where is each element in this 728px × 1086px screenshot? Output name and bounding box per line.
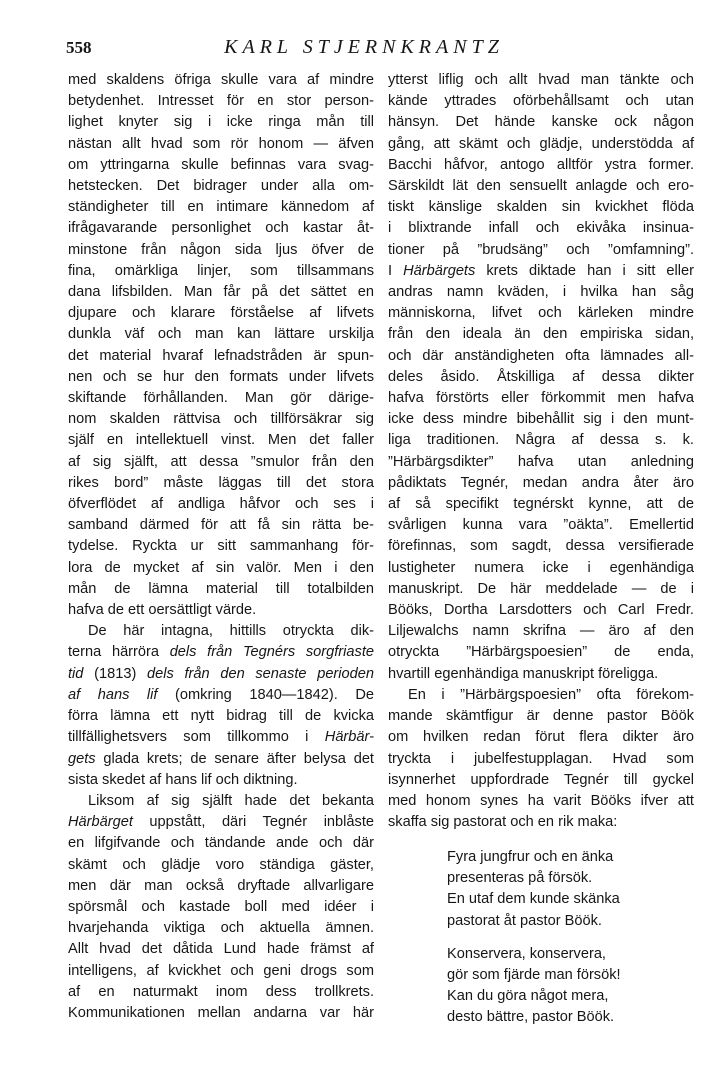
text-line: öfverflödet af andliga håfvor och ses i (68, 496, 374, 513)
text-line: mån de lämna material till totalbilden (68, 580, 374, 597)
text-line: djupare och klarare förståelse af lifvets (68, 305, 374, 322)
text-line: betydenhet. Intresset för en stor person- (68, 93, 374, 110)
text-line: men där man också dryftade allvarligare (68, 877, 374, 894)
text-line: lora de mycket af sin valör. Men i den (68, 559, 374, 576)
italic-title: Härbär- (324, 729, 374, 746)
text-line: Bacchi håfvor, antogo alltför ystra former. (388, 156, 694, 173)
text-line: spörsmål och kastade boll med idéer i (68, 898, 374, 915)
text-line: dana lifsbilden. Man får på det sättet en (68, 284, 374, 301)
text-line: ytterst liflig och allt hvad man tänkte och (388, 72, 694, 88)
paragraph-end-line: hvartill egenhändiga manuskript föreligga. (388, 665, 659, 682)
text-line: om hvilken redan förut flera dikter äro (388, 729, 694, 746)
poem-line: pastorat åt pastor Böök. (447, 912, 602, 929)
text-line: tioner på ”brudsäng” och ”omfamning”. (388, 241, 694, 258)
text-line: ständigheter till en intimare kännedom af (68, 199, 374, 216)
right-column (388, 70, 694, 833)
italic-title: tid (68, 665, 84, 682)
text-line: andras namn kväden, i hvilka han såg (388, 284, 694, 301)
text-line: kände yttrades oförbehållsamt och utan (388, 93, 694, 110)
text-line: om yttringarna skulle befinnas vara svag- (68, 156, 374, 173)
text-line-with-italic: Härbärget uppstått, däri Tegnér inblåste (68, 814, 374, 831)
text-line: lighet knyter sig i icke ringa mån till (68, 114, 374, 131)
text-line: svårligen kunna vara ”oäkta”. Emellertid (388, 517, 694, 534)
text-line: själf en intellektuell vinst. Men det faller (68, 432, 374, 449)
text-line-with-italic: I Härbärgets krets diktade han i sitt eller (388, 262, 695, 279)
text-line: samband därmed för att få sin rätta be- (68, 517, 374, 534)
left-column (68, 70, 374, 1024)
text-line: lustigheter numera icke i egenhändiga (388, 559, 694, 576)
text-line: en lifgifvande och tändande ande och där (68, 835, 374, 852)
text-line: ifrågavarande personlighet och kastar åt- (68, 220, 374, 237)
text-line: hänsyn. Det hände kanske ock någon (388, 114, 694, 131)
text-line: rikes bord” måste läggas till det stora (68, 474, 374, 491)
text-line: skiftande förhållanden. Man gör därige- (68, 390, 374, 407)
text-line: hafva förstörts eller förkommit men hafva (388, 390, 694, 407)
text-line: nästan allt hvad som rör honom — äfven (68, 135, 374, 152)
text-line: förra lämna ett nytt bidrag till de kvicka (68, 708, 374, 725)
text-line-with-italic: terna härröra dels från Tegnérs sorgfriaste (68, 644, 374, 661)
text-line: ”Härbärgsdikter” hafva utan anledning (388, 453, 694, 470)
poem-line: Kan du göra något mera, (447, 988, 609, 1005)
text-line: nen och se hur den formats under lifvets (68, 368, 374, 385)
text-line: otryckta ”Härbärgspoesien” de enda, (388, 644, 694, 661)
italic-title: dels från Tegnérs sorgfriaste (169, 644, 374, 661)
text-line: Allt hvad det dåtida Lund hade främst af (68, 941, 374, 958)
text-line: hetstecken. Det bidrager under alla om- (68, 178, 374, 195)
text-line: fina, omärkliga linjer, som tillsammans (68, 262, 374, 279)
poem-line: Fyra jungfrur och en änka (447, 849, 614, 865)
text-line: af sig själft, att dessa ”smulor från den (68, 453, 374, 470)
text-line-with-italic: tillfällighetsvers som tillkommo i Härbär- (68, 729, 374, 746)
text-line: Bööks, Dortha Larsdotters och Carl Fredr. (388, 602, 694, 619)
poem-line: presenteras på försök. (447, 870, 593, 887)
text-line: Liljewalchs namn skrifna — äro af den (388, 623, 694, 640)
text-line: med honom synes ha varit Bööks ifver att (388, 792, 694, 809)
text-line: gång, att skämt och glädje, understödda af (388, 135, 694, 152)
text-line: och där anständigheten ofta lämnades all- (388, 347, 694, 364)
text-line: tiskt känslige skalden sin kvickhet flöda (388, 199, 694, 216)
italic-title: gets (68, 750, 96, 767)
text-line: liga traditionen. Några af dessa s. k. (388, 432, 694, 449)
text-line: mande skämtfigur är denne pastor Böök (388, 708, 694, 725)
text-line: från den ideala än den empiriska sidan, (388, 326, 694, 343)
text-line: hvarjehanda viktiga och aktuella ämnen. (68, 920, 374, 937)
poem-line: desto bättre, pastor Böök. (447, 1009, 615, 1026)
text-line: människorna, lifvet och kärleken mindre (388, 305, 694, 322)
paragraph-start-line: De här intagna, hittills otryckta dik- (88, 623, 374, 640)
text-line: icke dess mindre bibehållit sig i den munt- (388, 411, 694, 428)
text-line: manuskript. De här meddelade — de i (388, 580, 694, 597)
italic-title: af hans lif (68, 686, 158, 703)
italic-title: Härbärget (68, 814, 133, 831)
text-line: det material hvaraf lefnadstråden är spun- (68, 347, 374, 364)
text-line: pådiktats Tegnér, medan andra åter äro (388, 474, 694, 491)
paragraph-end-line: sista skedet af hans lif och diktning. (68, 771, 298, 788)
paragraph-start-line: En i ”Härbärgspoesien” ofta förekom- (408, 686, 694, 703)
paragraph-end-line: skaffa sig pastorat och en rik maka: (388, 814, 618, 831)
stanza-gap (447, 932, 697, 944)
text-line: dunkla väf och man kan lättare urskilja (68, 326, 374, 343)
text-line: minstone från någon sida ljus öfver de (68, 241, 374, 258)
poem-line: En utaf dem kunde skänka (447, 891, 620, 908)
text-line: tydelse. Ryckta ur sitt sammanhang för- (68, 538, 374, 555)
paragraph-end-line: hafva de ett oersättligt värde. (68, 602, 257, 619)
text-line: med skaldens öfriga skulle vara af mindre (68, 72, 374, 88)
italic-title: dels från den senaste perioden (147, 665, 374, 682)
running-title: KARL STJERNKRANTZ (224, 36, 504, 58)
italic-title: Härbärgets (403, 262, 476, 279)
text-line: isynnerhet uppfordrade Tegnér till gyckel (388, 771, 694, 788)
text-line: i blixtrande infall och ekivåka insinua- (388, 220, 694, 237)
text-line: skämt och glädje voro ständiga gäster, (68, 856, 374, 873)
paragraph-start-line: Liksom af sig själft hade det bekanta (88, 792, 374, 809)
text-line: af så specifikt tegnérskt kynne, att de (388, 496, 694, 513)
text-line: intelligens, af kvickhet och geni drogs som (68, 962, 374, 979)
text-line: Särskildt lät den sensuellt anlagde och ero- (388, 178, 694, 195)
text-line-with-italic: gets glada krets; de senare äfter belysa det (68, 750, 374, 767)
text-line: tryckta i jubelfestupplagan. Hvad som (388, 750, 694, 767)
text-line: Kommunikationen mellan andarna var här (68, 1004, 374, 1021)
text-line: deles åsido. Åtskilliga af dessa dikter (388, 368, 694, 385)
poem-block (447, 847, 697, 1029)
page-number: 558 (66, 38, 92, 57)
text-line: nom skalden rättvisa och tillförsäkrar sig (68, 411, 374, 428)
poem-line: gör som fjärde man försök! (447, 967, 621, 984)
text-line-with-italic: tid (1813) dels från den senaste perioden (68, 665, 374, 682)
text-line-with-italic: af hans lif (omkring 1840—1842). De (68, 686, 374, 703)
poem-line: Konservera, konservera, (447, 945, 606, 962)
text-line: af en naturmakt inom dess trollkrets. (68, 983, 374, 1000)
text-line: förefinnas, som sagdt, dessa versifierade (388, 538, 694, 555)
